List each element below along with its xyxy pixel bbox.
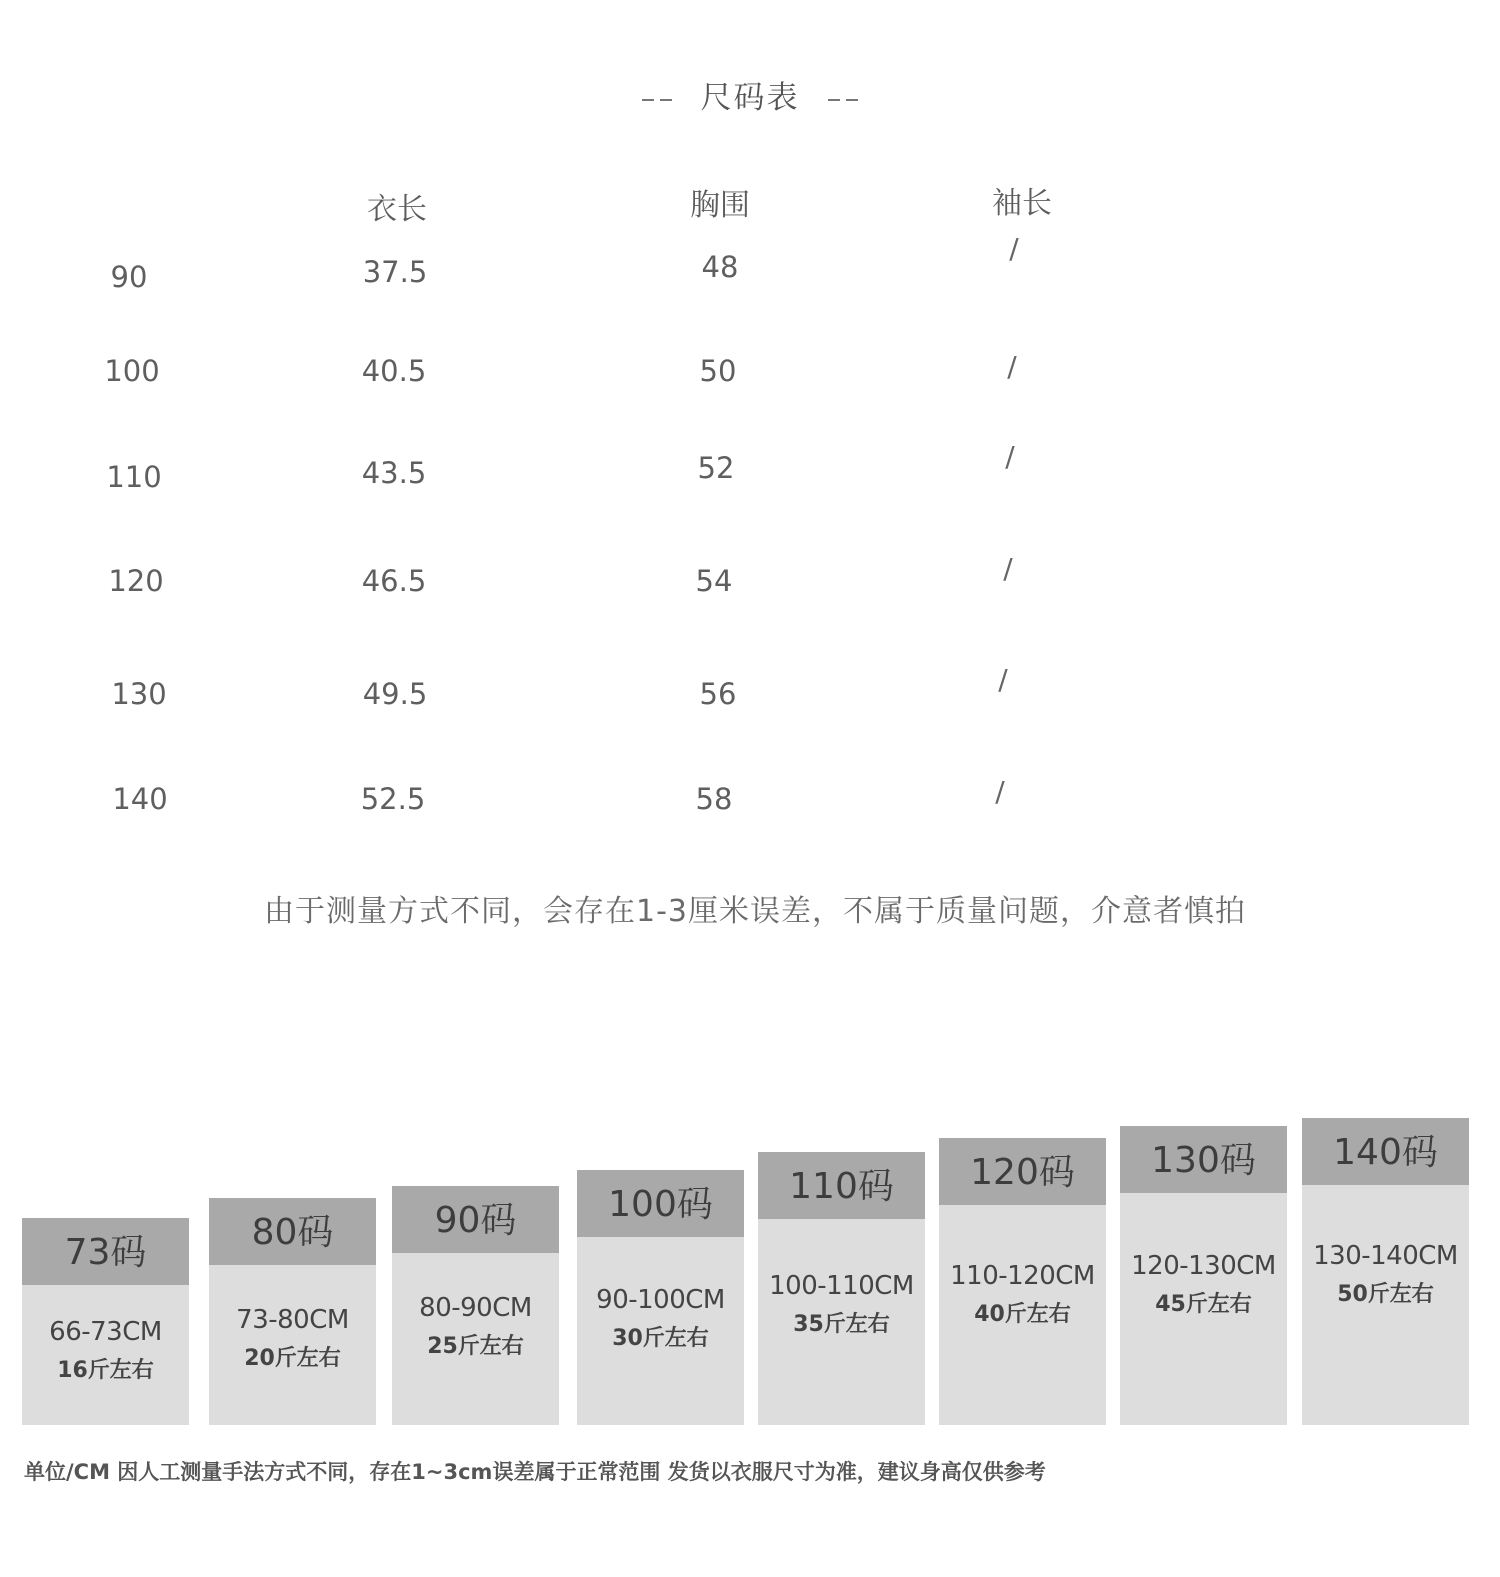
size-card-range: 80-90CM — [419, 1293, 532, 1323]
row-chest: 58 — [695, 782, 733, 816]
size-card — [758, 1152, 925, 1425]
size-card-range: 73-80CM — [236, 1305, 349, 1335]
size-card-weight: 50斤左右 — [1337, 1282, 1434, 1307]
title-dash-left — [642, 99, 654, 101]
size-card-range: 110-120CM — [950, 1261, 1095, 1291]
row-length: 40.5 — [361, 354, 427, 388]
row-chest: 54 — [695, 564, 733, 598]
size-card — [577, 1170, 744, 1425]
size-card-weight: 35斤左右 — [793, 1312, 890, 1337]
title-dash-left-2 — [660, 99, 672, 101]
size-card-label: 130码 — [1120, 1126, 1287, 1193]
row-size: 140 — [112, 782, 168, 816]
size-card-label: 90码 — [392, 1186, 559, 1253]
size-card-range: 66-73CM — [49, 1317, 162, 1347]
row-size: 130 — [111, 677, 167, 711]
row-sleeve: / — [995, 775, 1005, 808]
header-sleeve: 袖长 — [992, 186, 1052, 221]
size-card — [939, 1138, 1106, 1425]
size-card-range: 100-110CM — [769, 1271, 914, 1301]
row-length: 46.5 — [361, 564, 427, 598]
size-card-weight: 40斤左右 — [974, 1302, 1071, 1327]
header-chest: 胸围 — [690, 188, 750, 223]
row-chest: 56 — [699, 677, 737, 711]
size-card-label: 110码 — [758, 1152, 925, 1219]
row-sleeve: / — [1007, 350, 1017, 383]
row-size: 120 — [108, 564, 164, 598]
title-text: 尺码表 — [700, 80, 800, 116]
header-length: 衣长 — [367, 192, 427, 227]
row-length: 37.5 — [362, 255, 428, 289]
row-sleeve: / — [998, 663, 1008, 696]
row-sleeve: / — [1005, 440, 1015, 473]
size-card-weight: 16斤左右 — [57, 1358, 154, 1383]
row-length: 49.5 — [362, 677, 428, 711]
row-length: 43.5 — [361, 456, 427, 490]
row-chest: 50 — [699, 354, 737, 388]
size-card — [1120, 1126, 1287, 1425]
row-size: 110 — [106, 460, 162, 494]
size-card-label: 140码 — [1302, 1118, 1469, 1185]
size-card-weight: 20斤左右 — [244, 1346, 341, 1371]
size-card-range: 130-140CM — [1313, 1241, 1458, 1271]
row-size: 90 — [110, 260, 148, 294]
size-card — [209, 1198, 376, 1425]
row-sleeve: / — [1009, 232, 1019, 265]
footer-note: 单位/CM 因人工测量手法方式不同，存在1~3cm误差属于正常范围 发货以衣服尺寸为准，建议身高仅供参考 — [24, 1460, 1046, 1484]
row-chest: 52 — [697, 451, 735, 485]
row-size: 100 — [104, 354, 160, 388]
size-card — [1302, 1118, 1469, 1425]
row-chest: 48 — [701, 250, 739, 284]
size-card-range: 120-130CM — [1131, 1251, 1276, 1281]
size-card — [392, 1186, 559, 1425]
size-card-label: 100码 — [577, 1170, 744, 1237]
size-card-label: 120码 — [939, 1138, 1106, 1205]
size-card-weight: 45斤左右 — [1155, 1292, 1252, 1317]
size-card-label: 73码 — [22, 1218, 189, 1285]
page-title — [0, 72, 1500, 117]
row-sleeve: / — [1003, 552, 1013, 585]
size-card-weight: 30斤左右 — [612, 1326, 709, 1351]
title-dash-right — [828, 99, 840, 101]
size-card — [22, 1218, 189, 1425]
row-length: 52.5 — [360, 782, 426, 816]
title-dash-right-2 — [846, 99, 858, 101]
size-card-range: 90-100CM — [596, 1285, 725, 1315]
measurement-note: 由于测量方式不同，会存在1-3厘米误差，不属于质量问题，介意者慎拍 — [264, 894, 1246, 929]
size-card-label: 80码 — [209, 1198, 376, 1265]
size-card-weight: 25斤左右 — [427, 1334, 524, 1359]
